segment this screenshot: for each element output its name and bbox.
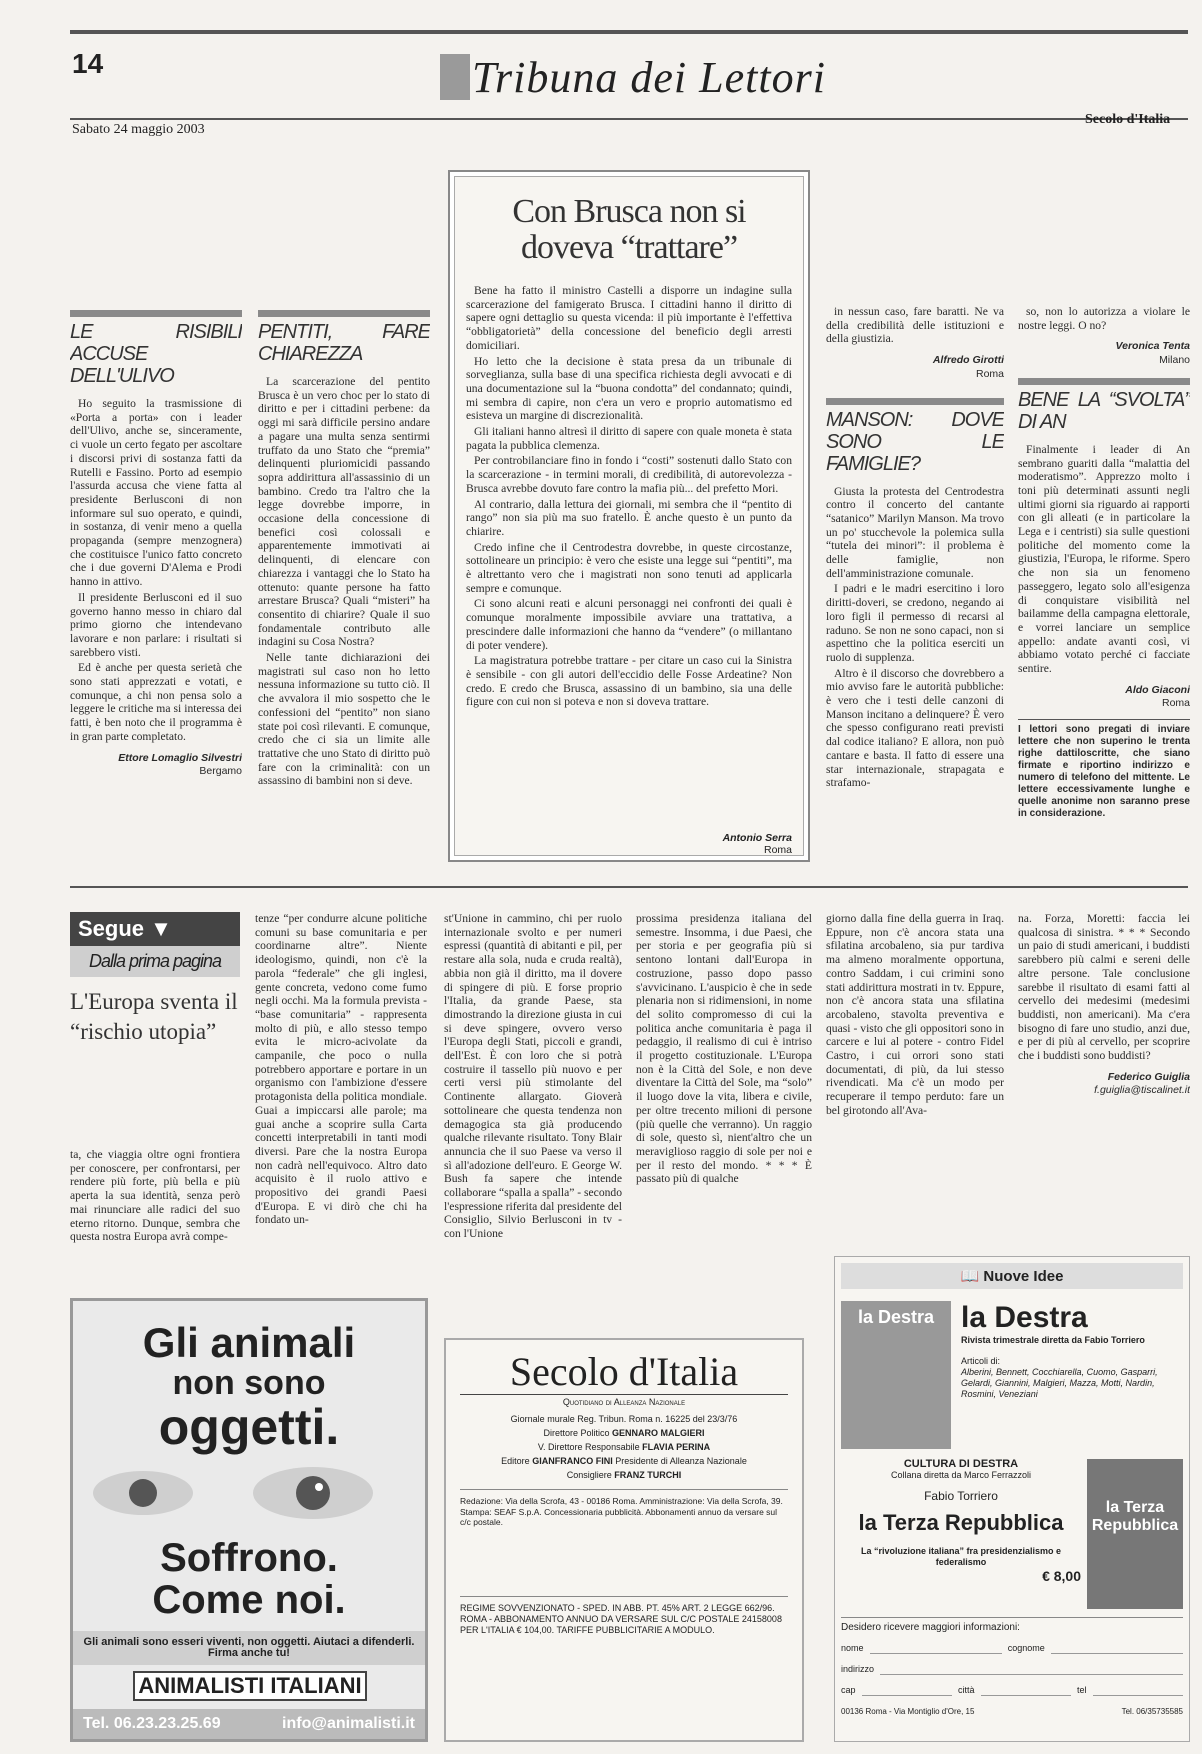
book-price: € 8,00 (1042, 1568, 1081, 1584)
form-row-name (841, 1643, 1183, 1654)
magazine-cover: la Destra (841, 1301, 951, 1449)
continued-col-4: prossima presidenza italiana del semestre. Insomma, i due Paesi, che per storia e per geografia più si sentono lontani dall'Europa in costruzione, passo dopo passo s'avvicinano. L'auspicio è che in sede plenaria non si ridimensioni, in nome del solito compromesso di cui la politica anche comunitaria è paga il pedaggio, il realismo di cui è intriso il progetto costituzionale. L'Europa non è la Città del Sole, e non deve diventare la Città del Sole, ma “solo” il luogo dove la vita, libera e civile, per oltre trecento milioni di persone (più quelle che verranno). Un raggio di sole, questo sì, nient'altro che un meraviglioso raggio di sole per noi e per il resto del mondo. * * * È passato più di qualche (636, 912, 812, 1186)
featured-letter-box (448, 170, 810, 862)
segue-label: Segue ▼ (70, 912, 240, 946)
from-front-page: Dalla prima pagina (70, 946, 240, 977)
featured-paragraph: Credo infine che il Centrodestra dovrebbe, in queste circostanze, sottolineare un principio: è vero che esiste una legge sui “pentiti”, ma è altrettanto vero che i magistrati non sono tenuti ad applicarla sempre e comunque. (466, 540, 792, 595)
continued-header (70, 912, 240, 1047)
letter-6-bar (1018, 378, 1190, 385)
triangle-icon: ▼ (150, 916, 172, 941)
colophon-box (444, 1338, 804, 1742)
books-ad-footer (841, 1706, 1183, 1717)
field-name-label: nome (841, 1643, 864, 1653)
continued-col-2: tenze “per condurre alcune politiche comuni su base comunitaria e per coordinarne altre”. Niente ideologismo, quindi, non c'è la parola “federale” che gli inglesi, gente concreta, vedono come fumo negli occhi. Ma la formula prevista - “base comunitaria” - rappresenta molto di più, e allo stesso tempo evita le micro-acivolate da campanile, che poco o nulla potrebbero apportare e portare in un organismo con l'ambizione d'essere protagonista della politica mondiale. Guai a impiccarsi alle parole; ma guai anche a scoprire sulla Carta concetti interpretabili in tanti modi diversi. Pare che la nostra Europa non cadrà nell'equivoco. Altro dato acquisito è il ruolo attivo e propositivo dei grandi Paesi d'Europa. E vi dirò che chi ha fondato un- (255, 912, 427, 1227)
letter-2-bar (258, 310, 430, 317)
ad-tagline: Gli animali sono esseri viventi, non oggetti. Aiutaci a difenderli. Firma anche tu! (73, 1631, 425, 1665)
book-cover: la Terza Repubblica (1087, 1459, 1183, 1609)
ad-line-3: oggetti. (158, 1399, 340, 1455)
featured-paragraph: Gli italiani hanno altresì il diritto di sapere con quale moneta è stata pagata la pubblica clemenza. (466, 425, 792, 452)
letter-4-paragraph: Altro è il discorso che dovrebbero a mio avviso fare le autorità pubbliche: è vero che i testi delle canzoni di Manson incitano a delinquere? È vero che spesso configurano reati previsti dal codice italiano? E allora, non può cantare e basta. Il fatto di essere una star internazionale, strapagata e strafamo- (826, 666, 1004, 790)
ad-line-2: non sono (172, 1364, 326, 1402)
letter-1-author: Ettore Lomaglio Silvestri (118, 751, 242, 764)
publisher-address: 00136 Roma - Via Montiglio d'Ore, 15 (841, 1707, 975, 1716)
colophon-admin: Consigliere FRANZ TURCHI (566, 1470, 682, 1480)
continued-title: L'Europa sventa il “rischio utopia” (70, 989, 238, 1044)
page-number: 14 (72, 48, 104, 79)
letter-1-paragraph: Il presidente Berlusconi ed il suo governo hanno messo in chiaro dal primo giorno che intendevano lavorare e non parlare: i risultati si sarebbero visti. (70, 590, 242, 659)
surname-field[interactable] (1051, 1643, 1183, 1654)
colophon-title: Secolo d'Italia (460, 1350, 788, 1395)
letter-1-paragraph: Ed è anche per questa serietà che sono stati apprezzati e votati, e comunque, a chi non pensa solo a leggere le critiche ma si interessa dei fatti, è ben noto che il programma è in gran parte completato. (70, 661, 242, 743)
featured-paragraph: Ho letto che la decisione è stata presa da un tribunale di sorveglianza, sulla base di una specifica richiesta degli avvocati e di una documentazione sul la “buona condotta” del condannato; quindi, mi sembra di capire, non c'era un vero e proprio automatismo ed esisteva un margine di discrezionalità. (466, 354, 792, 423)
letter-5-author: Veronica Tenta (1115, 340, 1190, 353)
continued-col-6-text: na. Forza, Moretti: faccia lei qualcosa di sinistra. * * * Secondo un paio di studi americani, i buddisti sarebbero più calmi e sereni delle altre persone. Tale conclusione sarebbe il risultato di esami fatti al cervello dei medesimi (medesimi buddisti, non americani). Ma c'era bisogno di fare uno studio, anzi due, e per di più al cervello, per scoprire che i buddisti sono buddisti? (1018, 912, 1190, 1063)
field-city-label: città (958, 1685, 975, 1695)
continued-col-6 (1018, 912, 1190, 1162)
letter-6-heading: BENE LA “SVOLTA” DI AN (1018, 388, 1190, 433)
top-rule (70, 30, 1188, 34)
ad-line-5: Come noi. (152, 1578, 346, 1622)
letter-2 (258, 310, 430, 860)
articles-label: Articoli di: (961, 1356, 1001, 1366)
colophon-subscription: REGIME SOVVENZIONATO - SPED. IN ABB. PT. 45% ART. 2 LEGGE 662/96. ROMA - ABBONAMENTO ANNUO DA VERSARE SUL C/C POSTALE 24158008 PER L'ITALIA € 104,00. TARIFFE PUBBLICITARIE A MODULO. (460, 1596, 788, 1703)
issue-date: Sabato 24 maggio 2003 (72, 122, 205, 137)
cap-field[interactable] (862, 1685, 952, 1696)
field-cap-label: cap (841, 1685, 856, 1695)
series-name: CULTURA DI DESTRA (903, 1458, 1019, 1470)
tel-field[interactable] (1093, 1685, 1183, 1696)
letter-1 (70, 310, 242, 860)
colophon-director: Direttore Politico GENNARO MALGIERI (543, 1428, 705, 1438)
masthead-rule (70, 118, 1188, 120)
featured-paragraph: La magistratura potrebbe trattare - per citare un caso cui la Sinistra è sensibile - con gli autori dell'eccidio delle Fosse Ardeatine? Non credo. E credo che Brusca, assassino di un bambino, sia una delle figure con cui non si poteva e non si doveva trattare. (466, 654, 792, 709)
animal-rights-ad (70, 1298, 428, 1742)
letter-2-paragraph: La scarcerazione del pentito Brusca è un vero choc per lo stato di diritto e per i cittadini perbene: da oggi mi sarà difficile persino andare a pagare una multa senza sentirmi truffato da uno Stato che “premia” delinquenti pluriomicidi passando sopra addirittura all'assassinio di un bambino. Credo tra l'altro che la legge dovrebbe imporre, in occasione della concessione di benefici così colossali e apparentemente immotivati ai delinquenti, di elencare con chiarezza i vantaggi che lo Stato ha ottenuto: quante persone ha fatto arrestare Brusca? Quali “misteri” ha consentito di chiarire? Quale il suo fondamentale contributo alle indagini su Cosa Nostra? (258, 375, 430, 649)
featured-author: Antonio Serra (722, 832, 792, 844)
ad-contact-bar (73, 1709, 425, 1739)
book-icon: 📖 (960, 1268, 980, 1285)
featured-paragraph: Ci sono alcuni reati e alcuni personaggi nei confronti dei quali è comunque moralmente impossibile avviare una trattativa, a prescindere dalle informazioni che hanno da “vendere” (o millantano di poter vendere). (466, 597, 792, 652)
magazine-desc: Rivista trimestrale diretta da Fabio Torriero (961, 1335, 1145, 1345)
letter-3-author: Alfredo Girotti (932, 354, 1004, 367)
book-title: la Terza Repubblica (858, 1510, 1064, 1535)
ad-email[interactable]: info@animalisti.it (282, 1715, 415, 1732)
articles-authors: Alberini, Bennett, Cocchiarella, Cuomo, Gasparri, Gelardi, Giannini, Malgieri, Mazza, Motti, Nardin, Rosmini, Veneziani (961, 1367, 1158, 1399)
ad-line-1: Gli animali (142, 1319, 356, 1366)
ad-line-4: Soffrono. (160, 1536, 338, 1580)
city-field[interactable] (981, 1685, 1071, 1696)
letter-4-paragraph: Giusta la protesta del Centrodestra contro il concerto del cantante “satanico” Marilyn Manson. Ma trovo un po' stucchevole la polemica sulla “tutela dei minori”: il problema è delle famiglie, non dell'amministrazione comunale. (826, 484, 1004, 580)
book-block (835, 1455, 1189, 1613)
books-ad (834, 1256, 1190, 1742)
letter-6-city: Roma (1161, 697, 1190, 710)
letter-1-bar (70, 310, 242, 317)
colophon-publisher: Editore GIANFRANCO FINI Presidente di Alleanza Nazionale (501, 1456, 747, 1466)
letter-3-city: Roma (975, 367, 1004, 380)
featured-paragraph: Bene ha fatto il ministro Castelli a disporre un indagine sulla scarcerazione del famigerato Brusca. I cittadini hanno il diritto di sapere ogni dettaglio su questa vicenda: il più importante è l'effettiva “obbligatorietà” della concessione del beneficio degli arresti domiciliari. (466, 284, 792, 352)
letter-column-4 (826, 305, 1004, 865)
magazine-name: la Destra (961, 1301, 1088, 1334)
submission-notice: I lettori sono pregati di inviare lettere che non superino le trenta righe dattiloscritte, che siano firmate e riportino indirizzo e numero di telefono del mittente. Le lettere eccessivamente lunghe e quelle anonime non saranno prese in considerazione. (1018, 719, 1190, 820)
form-row-city (841, 1685, 1183, 1696)
field-address-label: indirizzo (841, 1664, 875, 1674)
featured-letter-title: Con Brusca non si doveva “trattare” (512, 193, 746, 266)
featured-letter-body (466, 284, 792, 824)
series-desc: Collana diretta da Marco Ferrazzoli (890, 1470, 1032, 1480)
books-ad-header: 📖 Nuove Idee (841, 1263, 1183, 1289)
field-tel-label: tel (1077, 1685, 1087, 1695)
featured-paragraph: Al contrario, dalla lettura dei giornali, mi sembra che il “pentito di rango” non sia più ma suo fratello. È anche questo è un punto da chiarire. (466, 497, 792, 538)
letter-3-paragraph: in nessun caso, fare baratti. Ne va della credibilità delle istituzioni e della giustizia. (826, 305, 1004, 346)
letter-1-paragraph: Ho seguito la trasmissione di «Porta a porta» con i leader dell'Ulivo, anche se, sinceramente, ci vuole un certo fegato per ascoltare i discorsi privi di sostanza fatti da Rutelli e Fassino. Porto ad esempio l'assurda accusa che viene fatta al presidente Berlusconi di non informare sul suo operato, e quindi, in sostanza, di venir meno a quella propaganda (sempre menzognera) che costituisce l'unico fatto concreto che i due governi D'Alema e Prodi hanno in attivo. (70, 397, 242, 589)
letter-4-paragraph: I padri e le madri esercitino i loro diritti-doveri, se credono, negando ai loro figli il permesso di recarsi al raduno. Se non ne sono capaci, non si aspettino che la politica eserciti un ruolo di supplenza. (826, 582, 1004, 664)
field-surname-label: cognome (1007, 1643, 1045, 1653)
letter-4-bar (826, 398, 1004, 405)
featured-city: Roma (763, 844, 792, 856)
letter-6-author: Aldo Giaconi (1125, 683, 1190, 696)
address-field[interactable] (880, 1664, 1183, 1675)
letter-5-paragraph: so, non lo autorizza a violare le nostre leggi. O no? (1018, 305, 1190, 332)
continued-col-5: giorno dalla fine della guerra in Iraq. Eppure, non c'è ancora stata una sfilatina arcobaleno, sia pur tardiva ma almeno moralmente opportuna, contro Saddam, i cui crimini sono stati addirittura mostrati in tv. Eppure, non c'è ancora stata una sfilatina arcobaleno, stavolta preventiva e quasi - visto che gli oppositori sono in carcere e lui al potere - contro Fidel Castro, i cui orrori sono stati documentati, di più, da lui stesso rivendicati. Ma c'è un modo per recuperare il tempo perduto: fare un bel girotondo all'Ava- (826, 912, 1004, 1117)
ad-org-logo: ANIMALISTI ITALIANI (133, 1671, 367, 1701)
magazine-block (835, 1295, 1189, 1455)
form-row-address (841, 1664, 1183, 1675)
colophon-vice: V. Direttore Responsabile FLAVIA PERINA (537, 1442, 711, 1452)
colophon-details: Redazione: Via della Scrofa, 43 - 00186 Roma. Amministrazione: Via della Scrofa, 39. Stampa: SEAF S.p.A. Concessionaria pubblicità. Abbonamenti annuo da versare sul c/c postale. (460, 1489, 788, 1596)
letter-4-heading: MANSON: DOVE SONO LE FAMIGLIE? (826, 408, 1004, 475)
continued-col-1: ta, che viaggia oltre ogni frontiera per conoscere, per confrontarsi, per rendere più forte, più bella e più aperta la sua identità, senza però mai rinunciare alle radici del suo eterno ritorno. Dunque, sembra che questa nostra Europa avrà compe- (70, 1148, 240, 1244)
section-title: Tribuna dei Lettori (440, 52, 826, 103)
letter-2-paragraph: Nelle tante dichiarazioni dei magistrati sul caso non ho letto nessuna informazione su tutto ciò. Il che avvalora il mio sospetto che le confessioni del “pentito” non siano state poi così rilevanti. E comunque, credo che ci sia un limite alle trattative che uno Stato di diritto può fare con la criminalità: con un assassino di bambini non si deve. (258, 651, 430, 788)
title-initial-block (440, 54, 470, 100)
colophon-subtitle: Quotidiano di Alleanza Nazionale (562, 1397, 686, 1407)
newspaper-brand: Secolo d'Italia (1085, 112, 1171, 127)
ad-phone[interactable]: Tel. 06.23.23.25.69 (83, 1715, 221, 1732)
continued-email: f.guiglia@tiscalinet.it (1094, 1084, 1190, 1097)
continued-col-3: st'Unione in cammino, chi per ruolo internazionale svolto e per numeri espressi (quantità di abitanti e pil, per restare alla sola, nuda e cruda realtà), abbia non già il diritto, ma il dovere di spingere di più. E forse proprio l'Italia, da grande Paese, sta dimostrando la direzione giusta in cui si deve spingere, ovvero verso l'Europa degli Stati, piccoli e grandi, dell'Est. È con loro che si potrà costruire il tassello più nuovo e per certi versi più stimolante del Continente allargato. Gioverà sottolineare che questa tendenza non demagogica sta già producendo qualche rilevante risultato. Tony Blair annuncia che il suo Paese va verso il sì all'adozione dell'euro. E George W. Bush fa sapere che intende collaborare “spalla a spalla” - secondo l'espressione riferita dal presidente del Consiglio, Silvio Berlusconi in tv - con l'Unione (444, 912, 622, 1241)
colophon-registration: Giornale murale Reg. Tribun. Roma n. 16225 del 23/3/76 (510, 1414, 738, 1424)
name-field[interactable] (870, 1643, 1002, 1654)
form-label: Desidero ricevere maggiori informazioni: (841, 1622, 1020, 1633)
book-subtitle: La “rivoluzione italiana” fra presidenzialismo e federalismo (860, 1546, 1062, 1567)
book-author: Fabio Torriero (924, 1489, 998, 1503)
letter-1-city: Bergamo (199, 765, 242, 778)
letter-1-heading: LE RISIBILI ACCUSE DELL'ULIVO (70, 321, 242, 387)
letter-column-5 (1018, 305, 1190, 865)
publisher-phone: Tel. 06/35735585 (1121, 1707, 1183, 1716)
section-divider (70, 886, 1188, 888)
eye-illustration (73, 1453, 425, 1537)
letter-5-city: Milano (1159, 354, 1190, 367)
info-form (841, 1617, 1183, 1717)
continued-author: Federico Guiglia (1107, 1070, 1190, 1083)
letter-6-paragraph: Finalmente i leader di An sembrano guariti dalla “malattia del moderatismo”. Apprezzo molto i toni più determinati assunti negli ultimi giorni sia riguardo ai rapporti con gli alleati (e in particolare la Lega e i centristi) sia sulle questioni politiche del momento come la giustizia, l'Europa, le riforme. Spero che non sia un fenomeno passeggero, legato solo all'esigenza di conquistare visibilità nel bailamme della campagna elettorale, e vorrei lanciare un semplice appello: andate avanti così, vi abbiamo votato perché ci facciate sentire. (1018, 442, 1190, 676)
featured-paragraph: Per controbilanciare fino in fondo i “costi” sostenuti dallo Stato con la scarcerazione - in termini morali, di credibilità, di autorevolezza - Brusca avrebbe dovuto fare contro la mafia più... del prefetto Mori. (466, 454, 792, 495)
letter-2-heading: PENTITI, FARE CHIAREZZA (258, 321, 430, 365)
